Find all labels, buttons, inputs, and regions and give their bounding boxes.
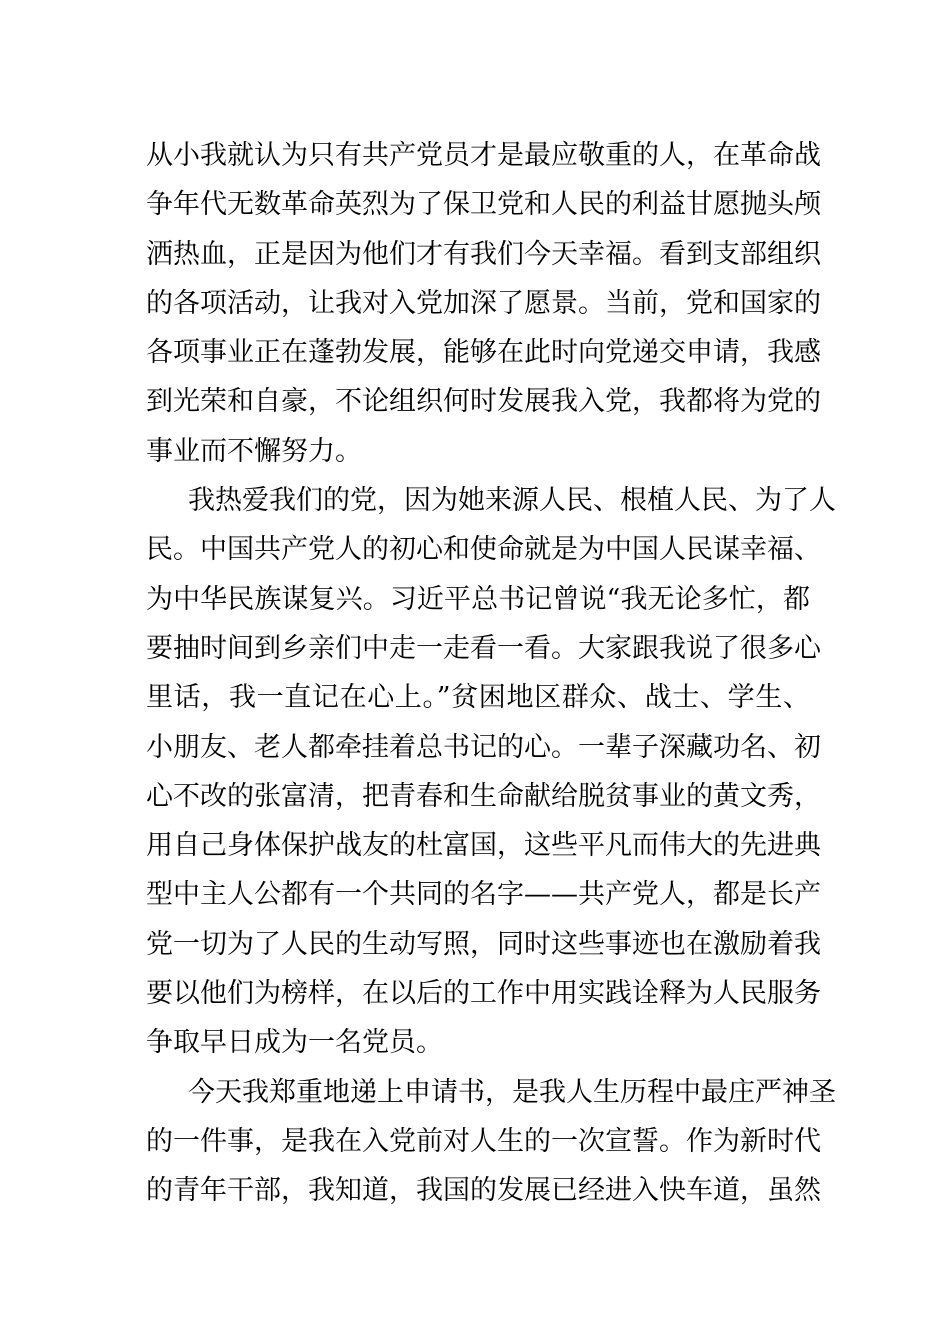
body-text: [146, 131, 836, 1216]
paragraph-2-line-7: 心不改的张富清，把青春和生命献给脱贫事业的黄文秀，: [146, 780, 821, 812]
paragraph-1-line-6: 到光荣和自豪，不论组织何时发展我入党，我都将为党的: [146, 386, 821, 418]
paragraph-2-line-2: 民。中国共产党人的初心和使命就是为中国人民谋幸福、: [146, 534, 821, 566]
paragraph-2-line-5: 里话，我一直记在心上。”贫困地区群众、战士、学生、: [146, 682, 810, 714]
paragraph-1-line-3: 洒热血，正是因为他们才有我们今天幸福。看到支部组织: [146, 238, 821, 270]
paragraph-1-line-2: 争年代无数革命英烈为了保卫党和人民的利益甘愿抛头颅: [146, 189, 821, 221]
paragraph-3-line-1: 今天我郑重地递上申请书，是我人生历程中最庄严神圣: [188, 1076, 836, 1108]
paragraph-2-line-9: 型中主人公都有一个共同的名字——共产党人，都是长产: [146, 879, 821, 911]
paragraph-3-line-3: 的青年干部，我知道，我国的发展已经进入快车道，虽然: [146, 1175, 821, 1207]
paragraph-1-line-5: 各项事业正在蓬勃发展，能够在此时向党递交申请，我感: [146, 337, 821, 369]
paragraph-2-line-8: 用自己身体保护战友的杜富国，这些平凡而伟大的先进典: [146, 830, 821, 862]
paragraph-2-line-1: 我热爱我们的党，因为她来源人民、根植人民、为了人: [188, 485, 836, 517]
paragraph-2-line-12: 争取早日成为一名党员。: [146, 1027, 443, 1059]
paragraph-2-line-4: 要抽时间到乡亲们中走一走看一看。大家跟我说了很多心: [146, 632, 821, 664]
paragraph-2-line-3: 为中华民族谋复兴。习近平总书记曾说“我无论多忙，都: [146, 583, 810, 615]
paragraph-2-line-11: 要以他们为榜样，在以后的工作中用实践诠释为人民服务: [146, 978, 821, 1010]
paragraph-1-line-7: 事业而不懈努力。: [146, 435, 362, 467]
paragraph-1-line-4: 的各项活动，让我对入党加深了愿景。当前，党和国家的: [146, 287, 821, 319]
paragraph-2-line-6: 小朋友、老人都牵挂着总书记的心。一辈子深藏功名、初: [146, 731, 821, 763]
paragraph-2-line-10: 党一切为了人民的生动写照，同时这些事迹也在激励着我: [146, 928, 821, 960]
paragraph-1-line-1: 从小我就认为只有共产党员才是最应敬重的人，在革命战: [146, 140, 821, 171]
paragraph-3-line-2: 的一件事，是我在入党前对人生的一次宣誓。作为新时代: [146, 1125, 821, 1157]
